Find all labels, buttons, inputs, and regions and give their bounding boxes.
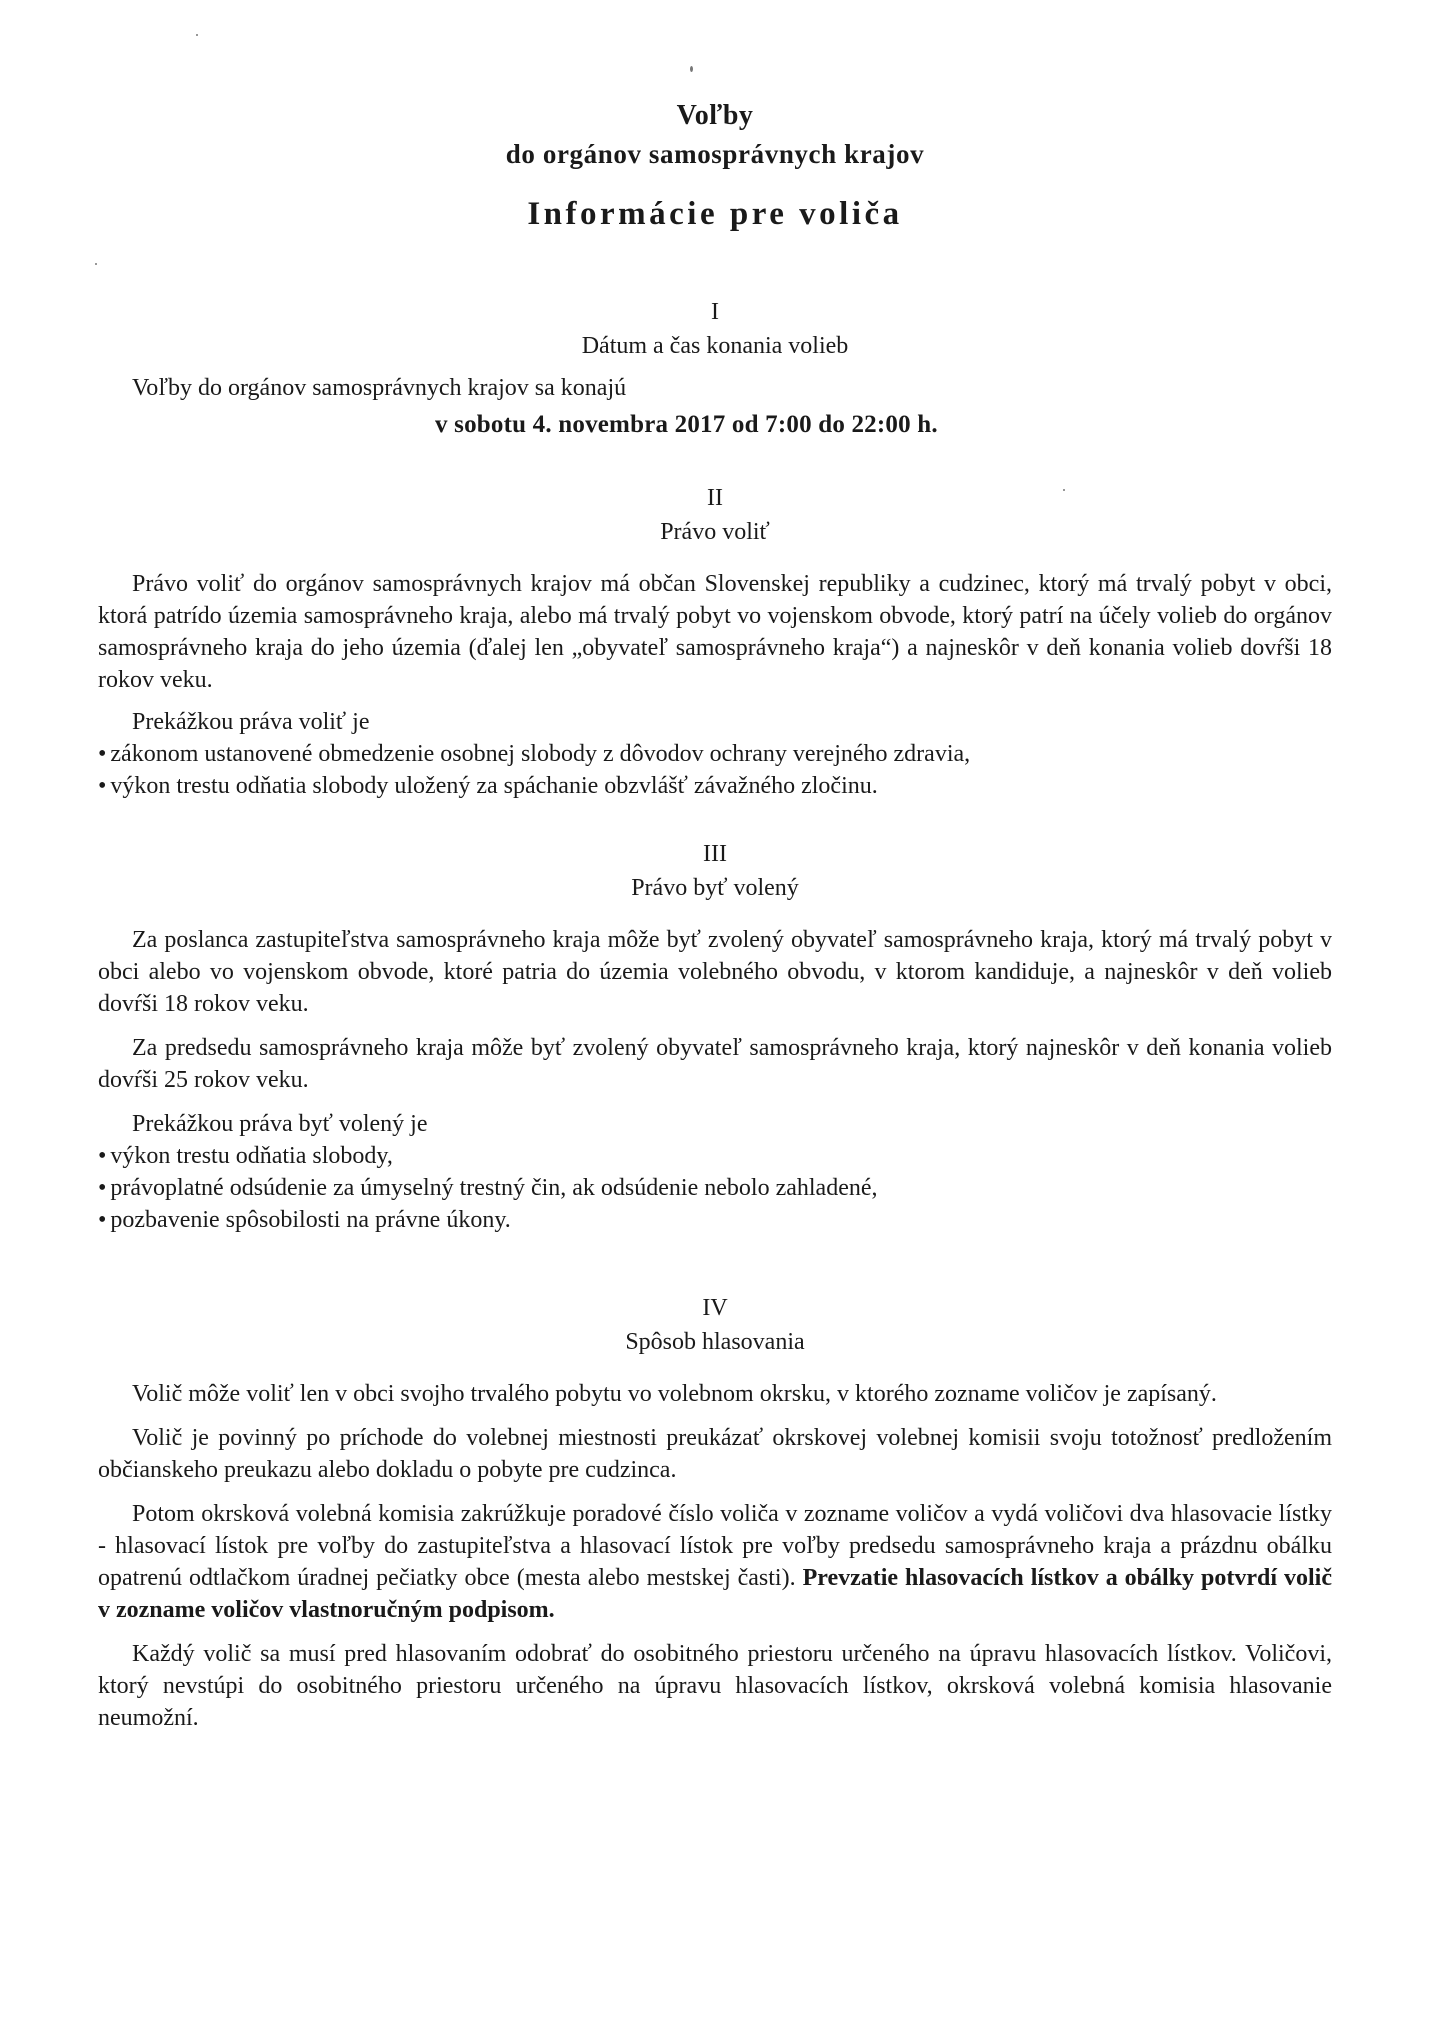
section-title: Spôsob hlasovania: [625, 1329, 805, 1355]
section-title: Právo byť volený: [631, 875, 799, 901]
list-item: • výkon trestu odňatia slobody,: [98, 1140, 1332, 1172]
paragraph-text: Potom okrsková volebná komisia zakrúžkuje poradové číslo voliča v zozname voličov a vydá voličovi dva hlasovacie lístky - hlasovací lístok pre voľby do zastupiteľstva a hlasovací lístok pre voľby predsedu samosprávneho kraja a prázdnu obálku opatrenú odtlačkom úradnej pečiatky obce (mesta alebo mestskej časti).: [98, 1501, 1332, 1591]
section-paragraph: Volič je povinný po príchode do volebnej miestnosti preukázať okrskovej volebnej komisii svoju totožnosť predložením občianskeho preukazu alebo dokladu o pobyte pre cudzinca.: [98, 1425, 1332, 1483]
section-paragraph: Volič môže voliť len v obci svojho trvalého pobytu vo volebnom okrsku, v ktorého zozname voličov je zapísaný.: [132, 1381, 1217, 1407]
scan-speck: [95, 263, 97, 265]
list-item: • výkon trestu odňatia slobody uložený za spáchanie obzvlášť závažného zločinu.: [98, 770, 1332, 802]
obstacles-list: [98, 738, 1332, 802]
obstacles-intro: Prekážkou práva voliť je: [132, 709, 370, 735]
section-numeral: IV: [702, 1295, 728, 1321]
title-subtitle: do orgánov samosprávnych krajov: [505, 139, 925, 169]
section-paragraph: [98, 1498, 1332, 1626]
election-datetime: v sobotu 4. novembra 2017 od 7:00 do 22:00 h.: [435, 411, 938, 438]
section-paragraph: Každý volič sa musí pred hlasovaním odobrať do osobitného priestoru určeného na úpravu hlasovacích lístkov. Voličovi, ktorý nevstúpi do osobitného priestoru určeného na úpravu hlasovacích lístkov, okrsková volebná komisia hlasovanie neumožní.: [98, 1641, 1332, 1731]
section-title: Dátum a čas konania volieb: [581, 333, 849, 359]
section-numeral: II: [707, 485, 723, 511]
scan-speck: [690, 66, 693, 72]
section-paragraph: Právo voliť do orgánov samosprávnych krajov má občan Slovenskej republiky a cudzinec, ktorý má trvalý pobyt v obci, ktorá patrído územia samosprávneho kraja, alebo má trvalý pobyt vo vojenskom obvode, ktorý patrí na účely volieb do orgánov samosprávneho kraja do jeho územia (ďalej len „obyvateľ samosprávneho kraja“) a najneskôr v deň konania volieb dovŕši 18 rokov veku.: [98, 571, 1332, 693]
list-item: • právoplatné odsúdenie za úmyselný trestný čin, ak odsúdenie nebolo zahladené,: [98, 1172, 1332, 1204]
section-paragraph: Za predsedu samosprávneho kraja môže byť zvolený obyvateľ samosprávneho kraja, ktorý najneskôr v deň konania volieb dovŕši 25 rokov veku.: [98, 1035, 1332, 1093]
section-title: Právo voliť: [660, 519, 770, 545]
section-4: [98, 1292, 1332, 1734]
section-paragraph: Za poslanca zastupiteľstva samosprávneho kraja môže byť zvolený obyvateľ samosprávneho kraja, ktorý má trvalý pobyt v obci alebo vo vojenskom obvode, ktoré patria do územia volebného obvodu, v ktorom kandiduje, a najneskôr v deň volieb dovŕši 18 rokov veku.: [98, 927, 1332, 1017]
obstacles-intro: Prekážkou práva byť volený je: [132, 1111, 428, 1137]
scan-speck: [196, 34, 198, 36]
obstacles-list: [98, 1140, 1332, 1236]
list-item: • pozbavenie spôsobilosti na právne úkony.: [98, 1204, 1332, 1236]
title-volby: Voľby: [676, 100, 754, 131]
section-2: [98, 482, 1332, 802]
list-item: • zákonom ustanovené obmedzenie osobnej slobody z dôvodov ochrany verejného zdravia,: [98, 738, 1332, 770]
section-numeral: III: [703, 841, 727, 867]
section-1: [98, 296, 1332, 442]
document-body: [98, 98, 1332, 1734]
title-info-for-voter: Informácie pre voliča: [527, 196, 903, 232]
section-3: [98, 838, 1332, 1236]
section-intro: Voľby do orgánov samosprávnych krajov sa konajú: [132, 375, 627, 401]
section-numeral: I: [711, 299, 719, 325]
paragraph-bold-text: Prevzatie hlasovacích lístkov a obálky potvrdí volič v zozname voličov vlastnoručným podpisom.: [98, 1565, 1333, 1623]
